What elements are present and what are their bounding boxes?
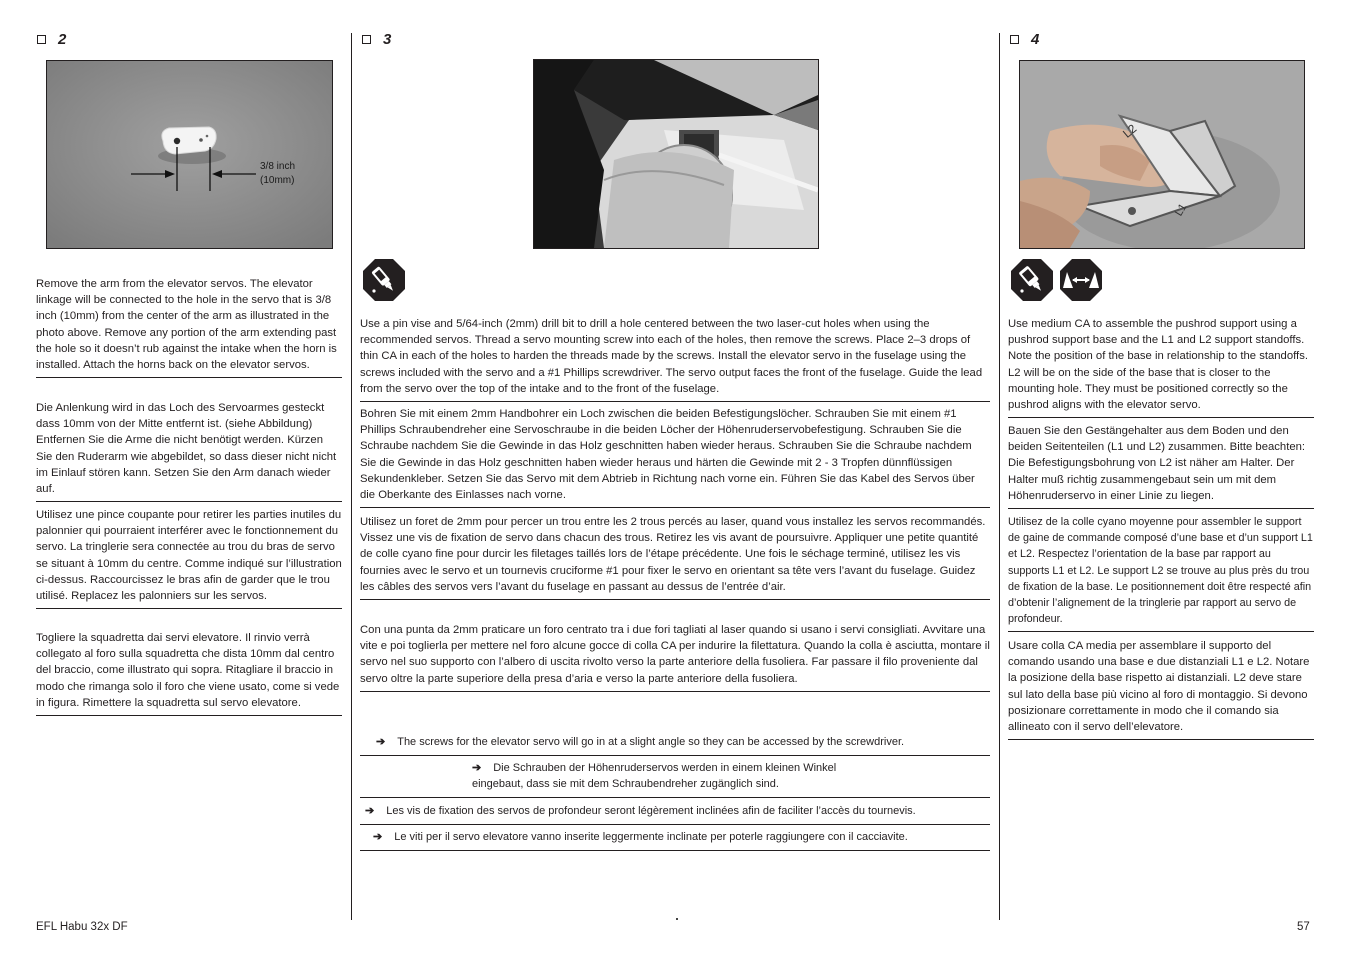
l1-label: L1 — [1172, 201, 1190, 219]
note-text-de: Die Schrauben der Höhenruderservos werden in einem kleinen Winkel eingebaut, dass sie mit dem Schraubendreher zugänglich sind. — [472, 762, 837, 790]
step-3-photo — [533, 59, 819, 249]
align-measure-icon — [1059, 258, 1103, 302]
step-3-number: 3 — [383, 30, 392, 48]
pushrod-support-illustration — [1020, 61, 1304, 248]
step-3-checkbox[interactable] — [362, 35, 371, 44]
note-text-en: The screws for the elevator servo will go in at a slight angle so they can be accessed by the screwdriver. — [397, 736, 905, 748]
servo-arm-illustration — [47, 61, 332, 248]
step-3-note-en — [360, 734, 990, 756]
arrow-icon: ➔ — [376, 736, 386, 748]
step-4-photo — [1019, 60, 1305, 249]
step-2-text-en: Remove the arm from the elevator servos. The elevator linkage will be connected to the hole in the servo that is 3/8 inch (10mm) from the center of the arm as illustrated in the photo above. Remove any portion of the arm extending past the hole so it doesn’t rub against the intake when the horn is installed. Attach the horns back on the elevator servos. — [36, 276, 342, 378]
step-3-text-it: Con una punta da 2mm praticare un foro centrato tra i due fori tagliati al laser quando si usano i servi consigliati. Avvitare una vite e poi toglierla per mettere nel foro alcune gocce di colla CA per indurire la filettatura. Quando la colla è asciutta, montare il servo nel suo supporto con l’albero di uscita rivolto verso la parte anteriore della fusoliera. Far passare il filo proveniente dal servo oltre la parte superiore della presa d’aria e verso la parte anteriore della fusoliera. — [360, 622, 990, 692]
step-4-checkbox[interactable] — [1010, 35, 1019, 44]
step-4-text-en: Use medium CA to assemble the pushrod support using a pushrod support base and the L1 and L2 support standoffs. Note the position of the base in relationship to the standoffs. L2 will be on the side of the base that is closer to the mounting hole. They must be positioned correctly so the pushrod aligns with the elevator servo. — [1008, 316, 1314, 418]
step-3-header — [362, 30, 391, 48]
medium-ca-glue-icon — [1010, 258, 1054, 302]
step-2-checkbox[interactable] — [37, 35, 46, 44]
step-2-text-fr: Utilisez une pince coupante pour retirer les parties inutiles du palonnier qui pourraient interférer avec le fonctionnement du servo. La tringlerie sera connectée au trou du bras de servo se situant à 10mm du centre. Comme indiqué sur l’illustration ci-dessus. Raccourcissez le bras afin de garder que le trou utilisé. Replacez les palonniers sur les servos. — [36, 507, 342, 609]
step-4-text-it: Usare colla CA media per assemblare il supporto del comando usando una base e due distanziali L1 e L2. Notare la posizione della base rispetto ai distanziali. L2 deve stare sul lato della base più vicino al foro di montaggio. Si devono posizionare correttamente in modo che il comando sia allineato con il servo dell’elevatore. — [1008, 638, 1314, 740]
arrow-icon: ➔ — [365, 805, 375, 817]
step-4-number: 4 — [1031, 30, 1040, 48]
step-4-text-de: Bauen Sie den Gestängehalter aus dem Boden und den beiden Seitenteilen (L1 und L2) zusammen. Bitte beachten: Die Befestigungsbohrung von L2 ist näher am Halter. Der Halter muß richtig zusammengebaut sein um mit dem Höhenruderservo in einer Linie zu liegen. — [1008, 423, 1314, 509]
column-divider-left — [351, 33, 352, 920]
step-2-number: 2 — [58, 30, 67, 48]
note-text-fr: Les vis de fixation des servos de profondeur seront légèrement inclinées afin de faciliter l’accès du tournevis. — [386, 805, 916, 817]
footer-product-name: EFL Habu 32x DF — [36, 921, 128, 933]
servo-install-illustration — [534, 60, 818, 248]
page-number: 57 — [1297, 921, 1310, 933]
step-3-text-fr: Utilisez un foret de 2mm pour percer un trou entre les 2 trous percés au laser, quand vous installez les servos recommandés. Vissez une vis de fixation de servo dans chacun des trous. Retirez les vis avant de poursuivre. Appliquer une petite quantité de colle cyano fine pour durcir les filetages taillés lors de l’étape précédente. Une fois le séchage terminé, utilisez les vis fournies avec le servo et un tournevis cruciforme #1 pour fixer le servo en orientant sa tête vers l’avant du fuselage. Guidez les câbles des servos vers l’avant du fuselage en passant au dessus de l’entrée d’air. — [360, 514, 990, 600]
column-divider-right — [999, 33, 1000, 920]
step-3-text-de: Bohren Sie mit einem 2mm Handbohrer ein Loch zwischen die beiden Befestigungslöcher. Schrauben Sie mit einem #1 Phillips Schraubendreher eine Servoschraube in die beiden Löcher der Höhenruderservobefestigung. Schrauben Sie die Schraube nachdem Sie die Gewinde in das Holz geschnitten haben wieder heraus. Schrauben Sie die Schraube nachdem Sie die Gewinde in das Holz geschnitten haben wieder heraus und härten die Gewinde mit 2 - 3 Tropfen dünnflüssigen Sekundenkleber. Setzen Sie das Servo mit dem Abtrieb in Richtung nach vorne ein. Führen Sie das Kabel des Servos über die Oberkante des Einlasses nach vorne. — [360, 406, 990, 508]
step-3-note-it — [360, 829, 990, 851]
thin-ca-glue-icon — [362, 258, 406, 302]
center-mark — [676, 918, 678, 920]
step-3-note-fr — [360, 803, 990, 825]
dimension-label: 3/8 inch (10mm) — [260, 161, 296, 186]
step-4-header — [1010, 30, 1039, 48]
l2-label: L2 — [1120, 121, 1140, 141]
arrow-icon: ➔ — [373, 831, 383, 843]
note-text-it: Le viti per il servo elevatore vanno inserite leggermente inclinate per poterle raggiungere con il cacciavite. — [394, 831, 908, 843]
step-2-text-de: Die Anlenkung wird in das Loch des Servoarmes gesteckt dass 10mm von der Mitte entfernt ist. (siehe Abbildung) Entfernen Sie die Arme die nicht benötigt werden. Kürzen Sie den Ruderarm wie abgebildet, so dass dieser nicht nicht im Einlauf stören kann. Setzen Sie den Arm danach wieder auf. — [36, 400, 342, 502]
step-2-text-it: Togliere la squadretta dai servi elevatore. Il rinvio verrà collegato al foro sulla squadretta che dista 10mm dal centro del braccio, come illustrato qui sopra. Ritagliare il braccio in modo che rimanga solo il foro che viene usato, come si vede in figura. Rimettere la squadretta sul servo elevatore. — [36, 630, 342, 716]
step-2-header — [37, 30, 66, 48]
step-4-text-fr: Utilisez de la colle cyano moyenne pour assembler le support de gaine de commande composé d’une base et d’un support L1 et L2. Respectez l’orientation de la base par rapport au supports L1 et L2. Le support L2 se trouve au plus près du trou de fixation de la base. Le positionnement doit être respecté afin d’obtenir l’alignement de la tringlerie par rapport au servo de profondeur. — [1008, 514, 1314, 632]
arrow-icon: ➔ — [472, 762, 482, 774]
step-3-note-de — [360, 760, 990, 798]
step-3-text-en: Use a pin vise and 5/64-inch (2mm) drill bit to drill a hole centered between the two laser-cut holes when using the recommended servos. Thread a servo mounting screw into each of the holes, then remove the screws. Place 2–3 drops of thin CA in each of the holes to harden the threads made by the screws. Install the elevator servo in the fuselage using the screws included with the servo and a #1 Phillips screwdriver. The servo output faces the front of the fuselage. Guide the lead from the servo over the top of the intake and to the front of the fuselage. — [360, 316, 990, 402]
step-2-photo — [46, 60, 333, 249]
